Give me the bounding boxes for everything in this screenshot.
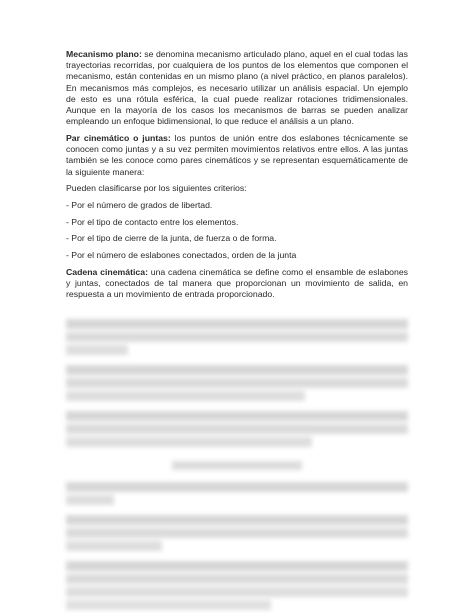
criteria-item: - Por el número de eslabones conectados, orden de la junta — [66, 250, 297, 261]
paragraph-par-cinematico — [66, 133, 408, 178]
criteria-item: - Por el tipo de cierre de la junta, de fuerza o de forma. — [66, 233, 277, 244]
paragraph-cadena-cinematica — [66, 267, 408, 301]
text-par-cinematico: los puntos de unión entre dos eslabones técnicamente se conocen como juntas y a su vez permiten movimientos relativos entre ellos. A las juntas también se les conoce como pares cinemáticos y se representan esquemáticamente de la siguiente manera: — [66, 132, 409, 177]
criteria-item: - Por el tipo de contacto entre los elementos. — [66, 216, 239, 227]
document-body — [66, 49, 408, 306]
text-cadena-cinematica: una cadena cinemática se define como el ensamble de eslabones y juntas, conectados de tal manera que proporcionan un movimiento de salida, en respuesta a un movimiento de entrada proporcionado. — [66, 266, 408, 300]
term-cadena-cinematica: Cadena cinemática: — [66, 266, 148, 277]
text-mecanismo-plano: se denomina mecanismo articulado plano, aquel en el cual todas las trayectorias recorridas, por cualquiera de los puntos de los elementos que componen el mecanismo, están contenidas en un mismo plano (a nivel práctico, en planos paralelos). En mecanismos más complejos, es necesario utilizar un análisis espacial. Un ejemplo de esto es una rótula esférica, la cual puede realizar rotaciones tridimensionales. Aunque en la mayoría de los casos los mecanismos de barras se pueden analizar empleando un enfoque bidimensional, lo que reduce el análisis a un plano. — [66, 49, 408, 127]
blurred-preview-region — [66, 315, 408, 613]
paragraph-mecanismo-plano — [66, 49, 408, 127]
criteria-intro: Pueden clasificarse por los siguientes criterios: — [66, 183, 247, 194]
term-mecanismo-plano: Mecanismo plano: — [66, 49, 142, 59]
criteria-item: - Por el número de grados de libertad. — [66, 199, 213, 210]
term-par-cinematico: Par cinemático o juntas: — [66, 132, 171, 143]
